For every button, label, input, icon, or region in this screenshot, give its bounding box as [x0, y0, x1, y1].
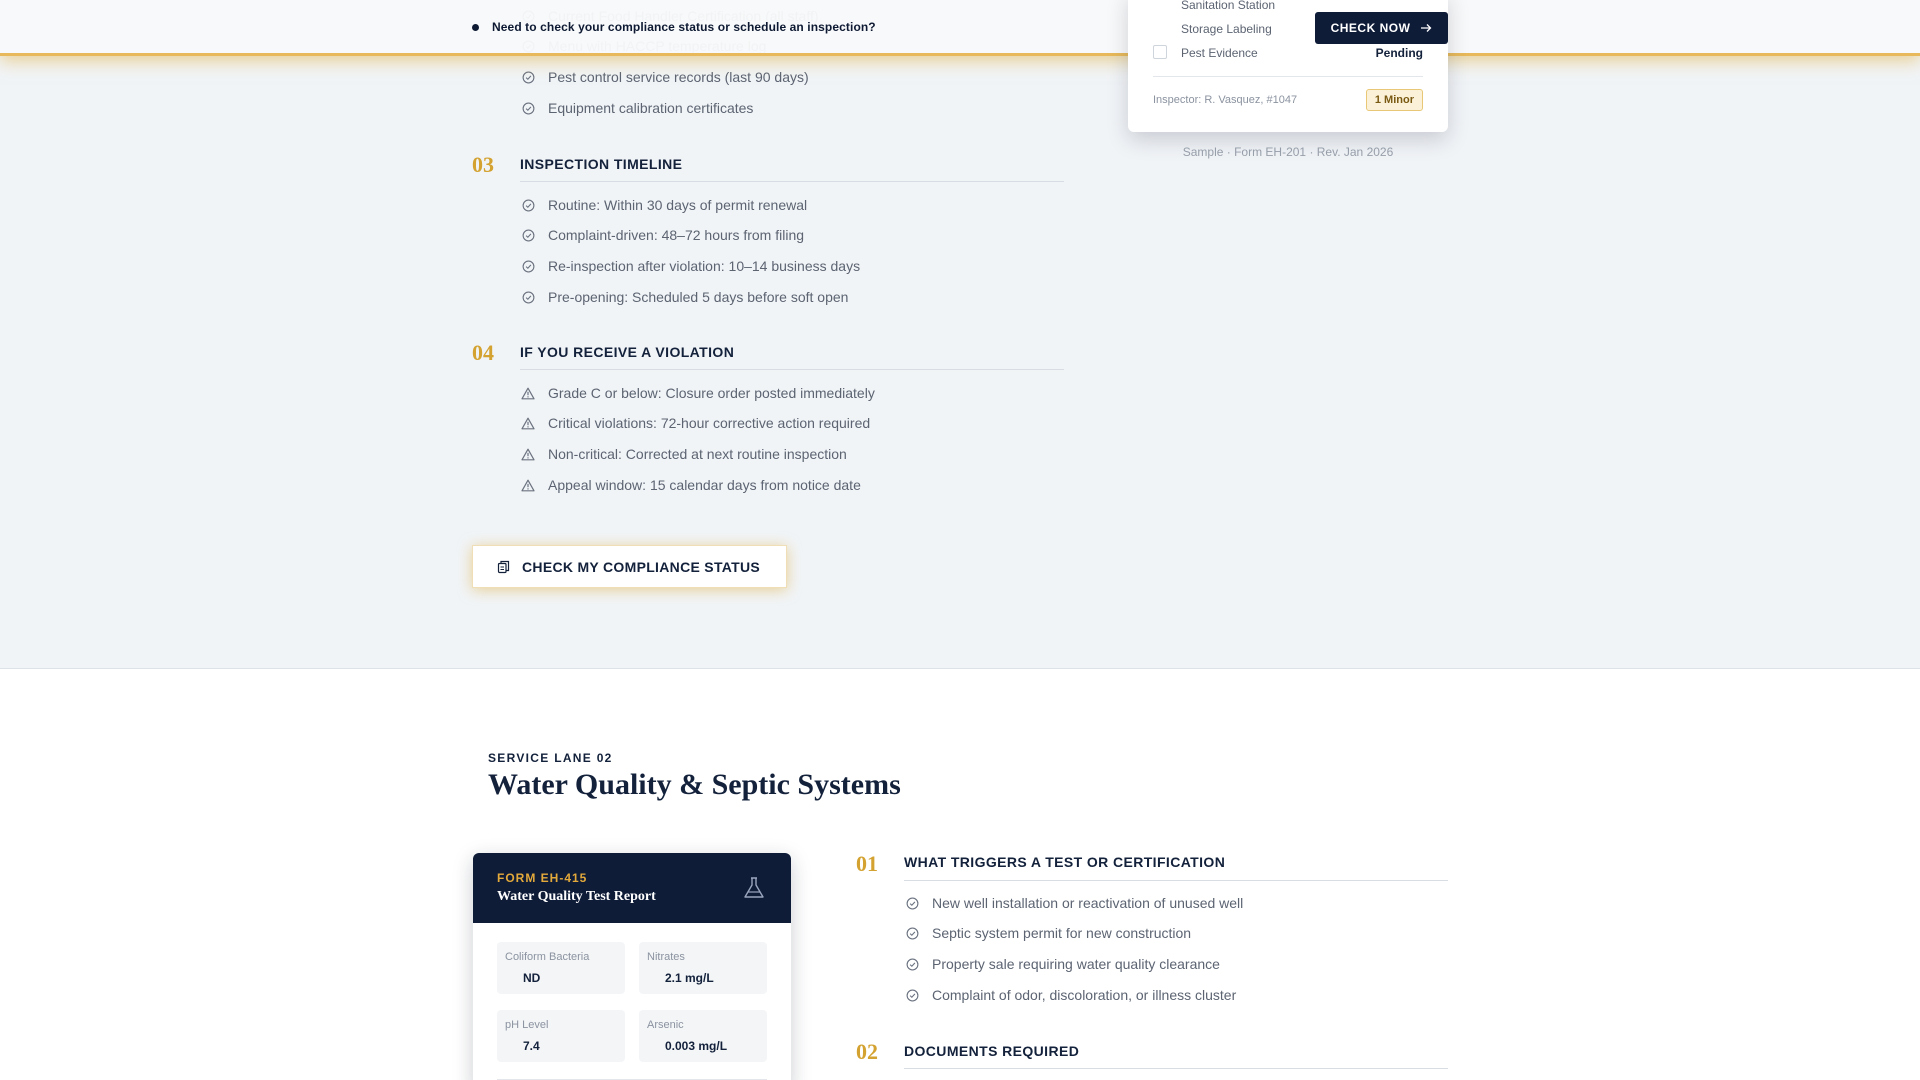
- test-result-label: Coliform Bacteria: [505, 951, 590, 963]
- test-result-tile: [639, 1010, 767, 1062]
- list-item: [521, 197, 807, 213]
- list-item: [521, 415, 870, 431]
- checklist-row-label: Sanitation Station: [1181, 0, 1276, 12]
- list-item: [905, 987, 1236, 1003]
- list-item-label: Non-critical: Corrected at next routine inspection: [548, 446, 847, 462]
- card-title: Water Quality Test Report: [497, 889, 656, 904]
- compliance-notice-banner: [0, 0, 1920, 56]
- flask-icon: [741, 875, 767, 906]
- list-item-label: Pest control service records (last 90 days): [548, 69, 809, 85]
- checklist-row-label: Pest Evidence: [1181, 46, 1258, 60]
- card-header: [473, 853, 791, 923]
- list-item-label: New well installation or reactivation of unused well: [932, 895, 1244, 911]
- section-number: 03: [472, 152, 494, 177]
- warning-triangle-icon: [521, 416, 535, 430]
- check-compliance-status-label: CHECK MY COMPLIANCE STATUS: [522, 558, 761, 575]
- section-number: 02: [856, 1039, 878, 1064]
- list-item-label: Pre-opening: Scheduled 5 days before soft open: [548, 289, 849, 305]
- test-result-label: Arsenic: [647, 1019, 684, 1031]
- check-circle-icon: [905, 957, 919, 971]
- list-item: [521, 446, 847, 462]
- test-result-value: 2.1 mg/L: [665, 971, 714, 985]
- list-item-label: Routine: Within 30 days of permit renewal: [548, 197, 808, 213]
- warning-triangle-icon: [521, 478, 535, 492]
- check-circle-icon: [905, 896, 919, 910]
- list-item: [521, 258, 860, 274]
- checklist-checkbox: [1153, 45, 1167, 59]
- warning-triangle-icon: [521, 386, 535, 400]
- section-divider: [904, 1068, 1448, 1069]
- list-item: [521, 100, 753, 116]
- list-item-label: Septic system permit for new construction: [932, 925, 1192, 941]
- test-result-tile: [497, 1010, 625, 1062]
- list-item-label: Property sale requiring water quality clearance: [932, 956, 1220, 972]
- check-circle-icon: [521, 290, 535, 304]
- section-title: DOCUMENTS REQUIRED: [904, 1043, 1080, 1059]
- list-item: [521, 289, 848, 305]
- status-pending: Pending: [1375, 46, 1423, 60]
- check-now-button[interactable]: [1315, 12, 1448, 44]
- clipboard-icon: [497, 560, 510, 574]
- list-item-label: Complaint-driven: 48–72 hours from filing: [548, 227, 805, 243]
- list-item: [905, 925, 1191, 941]
- list-item-label: Critical violations: 72-hour corrective action required: [548, 415, 871, 431]
- warning-triangle-icon: [521, 447, 535, 461]
- list-item: [521, 227, 804, 243]
- list-item: [521, 69, 809, 85]
- list-item: [521, 477, 861, 493]
- service-lane-eyebrow: SERVICE LANE 02: [488, 751, 613, 765]
- list-item: [521, 385, 875, 401]
- check-circle-icon: [521, 228, 535, 242]
- bullet-icon: [472, 24, 479, 31]
- section-title: WHAT TRIGGERS A TEST OR CERTIFICATION: [904, 854, 1226, 870]
- list-item-label: Equipment calibration certificates: [548, 100, 754, 116]
- test-result-value: 0.003 mg/L: [665, 1039, 728, 1053]
- sample-form-caption: Sample · Form EH-201 · Rev. Jan 2026: [1182, 145, 1394, 159]
- list-item-label: Re-inspection after violation: 10–14 business days: [548, 258, 861, 274]
- list-item: [905, 956, 1220, 972]
- list-item-label: Appeal window: 15 calendar days from notice date: [548, 477, 861, 493]
- check-circle-icon: [905, 988, 919, 1002]
- section-title: INSPECTION TIMELINE: [520, 156, 683, 172]
- section-divider: [520, 181, 1064, 182]
- test-result-value: ND: [523, 971, 541, 985]
- test-result-label: Nitrates: [647, 951, 685, 963]
- section-divider: [520, 369, 1064, 370]
- check-circle-icon: [521, 198, 535, 212]
- arrow-right-icon: [1420, 23, 1432, 33]
- check-circle-icon: [521, 101, 535, 115]
- check-circle-icon: [905, 926, 919, 940]
- section-divider: [904, 880, 1448, 881]
- section-title: IF YOU RECEIVE A VIOLATION: [520, 344, 735, 360]
- card-divider: [1153, 76, 1423, 77]
- checklist-row-label: Storage Labeling: [1181, 22, 1272, 36]
- check-now-label: CHECK NOW: [1330, 21, 1411, 35]
- inspector-name: Inspector: R. Vasquez, #1047: [1153, 94, 1298, 106]
- check-circle-icon: [521, 259, 535, 273]
- page-section-title: Water Quality & Septic Systems: [488, 768, 901, 801]
- violation-count-badge: 1 Minor: [1366, 89, 1423, 111]
- list-item-label: Grade C or below: Closure order posted immediately: [548, 385, 875, 401]
- list-item-label: Complaint of odor, discoloration, or illness cluster: [932, 987, 1237, 1003]
- test-result-tile: [497, 942, 625, 994]
- form-number: FORM EH-415: [497, 871, 588, 885]
- test-result-tile: [639, 942, 767, 994]
- check-compliance-status-button[interactable]: [472, 545, 787, 588]
- banner-text: Need to check your compliance status or schedule an inspection?: [492, 20, 876, 34]
- list-item: [905, 895, 1243, 911]
- check-circle-icon: [521, 70, 535, 84]
- test-result-label: pH Level: [505, 1019, 549, 1031]
- section-number: 01: [856, 851, 878, 876]
- test-result-value: 7.4: [523, 1039, 540, 1053]
- section-number: 04: [472, 340, 494, 365]
- water-quality-report-card: [473, 853, 791, 1080]
